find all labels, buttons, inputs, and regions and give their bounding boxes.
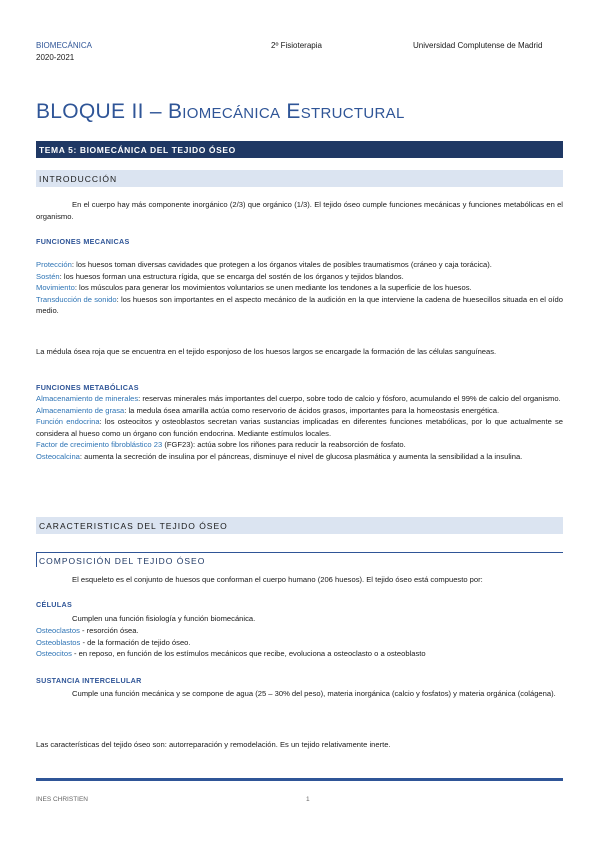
cell-item — [36, 648, 563, 660]
mecanica-item — [36, 294, 563, 317]
cell-term: Osteoblastos — [36, 637, 81, 647]
mecanica-desc: : los huesos forman una estructura rígida, que se encarga del sostén de los órganos y tejidos blandos. — [59, 271, 404, 281]
page-title — [36, 100, 405, 124]
tema-bar: TEMA 5: BIOMECÁNICA DEL TEJIDO ÓSEO — [36, 141, 563, 158]
header-subject: BIOMECÁNICA — [36, 41, 93, 50]
metabolica-item — [36, 439, 563, 451]
page-number: 1 — [306, 796, 310, 803]
metabolica-item — [36, 405, 563, 417]
celulas-text: Cumplen una función fisiología y función biomecánica. — [72, 614, 256, 623]
cells-list — [36, 625, 563, 660]
intro-text: En el cuerpo hay más componente inorgánico (2/3) que orgánico (1/3). El tejido óseo cumple funciones mecánicas y funciones metabólicas en el organismo. — [36, 200, 563, 221]
sustancia-heading: SUSTANCIA INTERCELULAR — [36, 676, 142, 685]
metabolica-term: Almacenamiento de grasa — [36, 405, 125, 415]
metabolica-desc: : aumenta la secreción de insulina por el páncreas, disminuye el nivel de glucosa plasmática y aumenta la sensibilidad a la insulina. — [79, 451, 523, 461]
metabolica-item — [36, 393, 563, 405]
cell-term: Osteocitos — [36, 649, 72, 658]
cell-term: Osteoclastos — [36, 626, 80, 635]
metabolica-term: Almacenamiento de minerales — [36, 394, 139, 403]
title-main: BLOQUE II – — [36, 100, 168, 123]
mecanica-term: Transducción de sonido — [36, 294, 117, 304]
metabolicas-list — [36, 393, 563, 462]
header-university: Universidad Complutense de Madrid — [413, 41, 543, 50]
mecanica-term: Movimiento — [36, 283, 75, 292]
metabolica-term: Función endocrina — [36, 417, 100, 426]
cell-desc: - resorción ósea. — [79, 626, 139, 635]
header-year: 2020-2021 — [36, 53, 75, 62]
mecanica-term: Protección — [36, 260, 72, 269]
final-text: Las características del tejido óseo son: autorreparación y remodelación. Es un tejido relativamente inerte. — [36, 740, 391, 749]
header-course: 2º Fisioterapia — [271, 41, 322, 50]
metabolica-item — [36, 416, 563, 439]
metabolica-term: Factor de crecimiento fibroblástico 23 — [36, 440, 163, 449]
mecanica-desc: : los huesos son importantes en el aspecto mecánico de la audición en la que interviene la cadena de huesecillos situada en el oído medio. — [36, 294, 563, 315]
cell-desc: - de la formación de tejido óseo. — [80, 637, 191, 647]
footer-divider — [36, 778, 563, 781]
mecanica-item — [36, 271, 563, 283]
metabolica-item — [36, 451, 563, 463]
mecanica-desc: : los músculos para generar los movimientos voluntarios se unen mediante los tendones a la superficie de los huesos. — [74, 283, 472, 292]
celulas-heading: CÉLULAS — [36, 600, 73, 609]
title-rest: Biomecánica Estructural — [167, 100, 405, 123]
medula-text: La médula ósea roja que se encuentra en el tejido esponjoso de los huesos largos se encargade la formación de las células sanguíneas. — [36, 347, 497, 356]
mecanica-item — [36, 282, 563, 294]
mecanica-item — [36, 259, 563, 271]
mecanica-desc: : los huesos toman diversas cavidades que protegen a los órganos vitales de posibles traumatismos (cráneo y caja torácica). — [71, 260, 492, 269]
mecanicas-list — [36, 259, 563, 317]
cell-desc: - en reposo, en función de los estímulos mecánicos que recibe, evoluciona a osteoclasto o a osteoblasto — [71, 649, 426, 658]
intro-heading: INTRODUCCIÓN — [36, 170, 563, 187]
cell-item — [36, 625, 563, 637]
caracteristicas-heading: CARACTERISTICAS DEL TEJIDO ÓSEO — [36, 517, 563, 534]
footer-author: INES CHRISTIEN — [36, 796, 89, 803]
sustancia-text: Cumple una función mecánica y se compone de agua (25 – 30% del peso), materia inorgánica (calcio y fosfatos) y materia orgánica (colágena). — [72, 689, 556, 698]
composicion-heading: COMPOSICIÓN DEL TEJIDO ÓSEO — [36, 552, 563, 567]
composicion-intro: El esqueleto es el conjunto de huesos que conforman el cuerpo humano (206 huesos). El tejido óseo está compuesto por: — [72, 575, 483, 584]
metabolica-term: Osteocalcina — [36, 451, 80, 461]
metabolica-desc: : reservas minerales más importantes del cuerpo, sobre todo de calcio y fósforo, acumulando el 99% de calcio del organismo. — [138, 394, 561, 403]
metabolica-desc: (FGF23): actúa sobre los riñones para reducir la reabsorción de fosfato. — [162, 440, 406, 449]
mecanica-term: Sostén — [36, 271, 60, 281]
metabolica-desc: : la medula ósea amarilla actúa como reservorio de ácidos grasos, importantes para la homeostasis energética. — [124, 405, 500, 415]
cell-item — [36, 637, 563, 649]
metabolica-desc: : los osteocitos y osteoblastos secretan varias sustancias implicadas en diferentes funciones metabólicas, por lo que actualmente se considera al hueso como un órgano con función endocrina. Mediante estímulos locales. — [36, 417, 563, 438]
mecanicas-heading: FUNCIONES MECANICAS — [36, 237, 130, 246]
metabolicas-heading: FUNCIONES METABÓLICAS — [36, 383, 139, 392]
